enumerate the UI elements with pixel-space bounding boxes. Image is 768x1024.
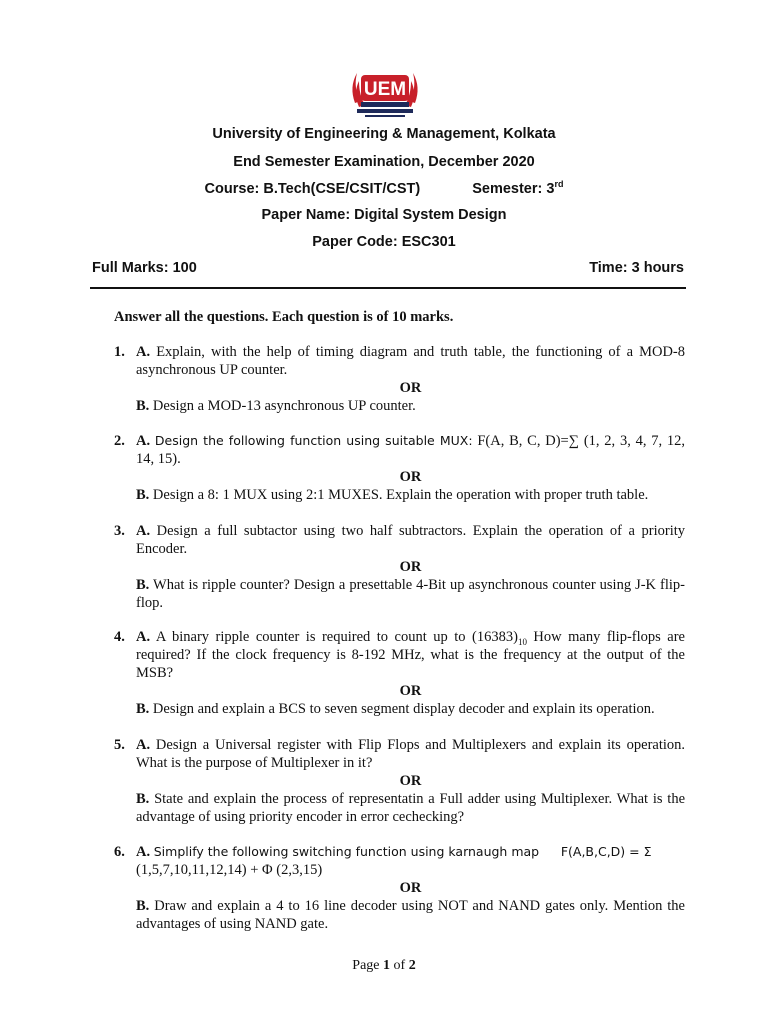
question-text: Design a Universal register with Flip Flops and Multiplexers and explain its operation. What is the purpose of Multiplexer in it? bbox=[136, 737, 686, 771]
question-3 bbox=[114, 522, 685, 612]
or-separator: OR bbox=[399, 469, 422, 485]
question-text: Design and explain a BCS to seven segment display decoder and explain its operation. bbox=[152, 701, 655, 717]
course-line bbox=[0, 180, 768, 198]
page-word: Page bbox=[352, 958, 380, 973]
or-separator: OR bbox=[399, 683, 422, 699]
page-total: 2 bbox=[408, 958, 416, 973]
of-word: of bbox=[393, 958, 406, 973]
question-text: How many flip-flops are required? If the clock frequency is 8-192 MHz, what is the frequency at the output of the MSB? bbox=[136, 629, 685, 681]
exam-time: Time: 3 hours bbox=[589, 260, 684, 276]
option-label: A. bbox=[136, 433, 151, 449]
question-text: A binary ripple counter is required to count up to (16383) bbox=[155, 629, 518, 645]
uem-logo bbox=[347, 63, 423, 125]
or-separator: OR bbox=[399, 559, 422, 575]
question-5-a bbox=[136, 736, 685, 772]
option-label: A. bbox=[136, 523, 151, 539]
question-2 bbox=[114, 432, 685, 504]
semester-suffix: rd bbox=[554, 179, 564, 189]
question-4-a bbox=[136, 628, 685, 682]
question-text: Explain, with the help of timing diagram and truth table, the functioning of a MOD-8 asynchronous UP counter. bbox=[136, 344, 685, 378]
semester-text: Semester: 3 bbox=[472, 181, 555, 197]
function-expression: F(A,B,C,D) = Σ bbox=[560, 844, 652, 859]
paper-code: Paper Code: ESC301 bbox=[312, 234, 456, 250]
paper-name: Paper Name: Digital System Design bbox=[261, 207, 507, 223]
question-6 bbox=[114, 843, 685, 933]
option-label: A. bbox=[136, 344, 151, 360]
or-separator: OR bbox=[399, 880, 422, 896]
question-1-b bbox=[136, 397, 685, 415]
question-text: Design a MOD-13 asynchronous UP counter. bbox=[152, 398, 416, 414]
base-subscript: 10 bbox=[517, 636, 527, 647]
question-4 bbox=[114, 628, 685, 718]
question-number: 1. bbox=[114, 344, 125, 360]
option-label: B. bbox=[136, 898, 150, 914]
or-separator: OR bbox=[399, 380, 422, 396]
svg-text:UEM: UEM bbox=[363, 79, 407, 100]
question-number: 2. bbox=[114, 433, 125, 449]
option-label: B. bbox=[136, 487, 150, 503]
question-5-b bbox=[136, 790, 685, 826]
question-2-b bbox=[136, 486, 685, 504]
exam-title: End Semester Examination, December 2020 bbox=[233, 154, 535, 170]
option-label: B. bbox=[136, 398, 150, 414]
option-label: B. bbox=[136, 701, 150, 717]
question-number: 3. bbox=[114, 523, 125, 539]
question-text: Design the following function using suitable MUX: bbox=[154, 433, 473, 448]
option-label: A. bbox=[136, 737, 151, 753]
question-1-a bbox=[136, 343, 685, 379]
option-label: B. bbox=[136, 791, 150, 807]
marks-time-row bbox=[92, 260, 684, 276]
or-separator: OR bbox=[399, 773, 422, 789]
question-text: State and explain the process of representatin a Full adder using Multiplexer. What is the advantage of using priority encoder in error cechecking? bbox=[136, 791, 686, 825]
page-footer bbox=[0, 958, 768, 974]
question-6-b bbox=[136, 897, 685, 933]
question-1 bbox=[114, 343, 685, 415]
question-2-a bbox=[136, 432, 685, 468]
page-number: 1 bbox=[383, 958, 391, 973]
instructions: Answer all the questions. Each question is of 10 marks. bbox=[114, 309, 454, 325]
option-label: A. bbox=[136, 629, 151, 645]
question-3-b bbox=[136, 576, 685, 612]
header-divider bbox=[90, 287, 686, 289]
option-label: A. bbox=[136, 844, 151, 860]
full-marks: Full Marks: 100 bbox=[92, 260, 197, 276]
university-name: University of Engineering & Management, Kolkata bbox=[212, 126, 556, 142]
question-text: What is ripple counter? Design a presettable 4-Bit up asynchronous counter using J-K flip-flop. bbox=[136, 577, 685, 611]
course-name: Course: B.Tech(CSE/CSIT/CST) bbox=[204, 181, 421, 197]
question-text: Draw and explain a 4 to 16 line decoder using NOT and NAND gates only. Mention the advantages of using NAND gate. bbox=[136, 898, 685, 932]
option-label: B. bbox=[136, 577, 150, 593]
question-3-a bbox=[136, 522, 685, 558]
question-number: 4. bbox=[114, 629, 125, 645]
question-6-a bbox=[136, 843, 685, 879]
function-expression: F(A, B, C, D)=∑ (1, 2, 3, 4, 7, 12, 14, 15). bbox=[136, 433, 686, 467]
question-text: Design a 8: 1 MUX using 2:1 MUXES. Explain the operation with proper truth table. bbox=[152, 487, 649, 503]
function-terms: (1,5,7,10,11,12,14) + Φ (2,3,15) bbox=[136, 862, 323, 878]
question-number: 5. bbox=[114, 737, 125, 753]
semester bbox=[472, 180, 563, 198]
question-5 bbox=[114, 736, 685, 826]
question-text: Simplify the following switching function using karnaugh map bbox=[153, 844, 540, 859]
question-number: 6. bbox=[114, 844, 125, 860]
question-4-b bbox=[136, 700, 685, 718]
question-text: Design a full subtactor using two half subtractors. Explain the operation of a priority Encoder. bbox=[136, 523, 686, 557]
